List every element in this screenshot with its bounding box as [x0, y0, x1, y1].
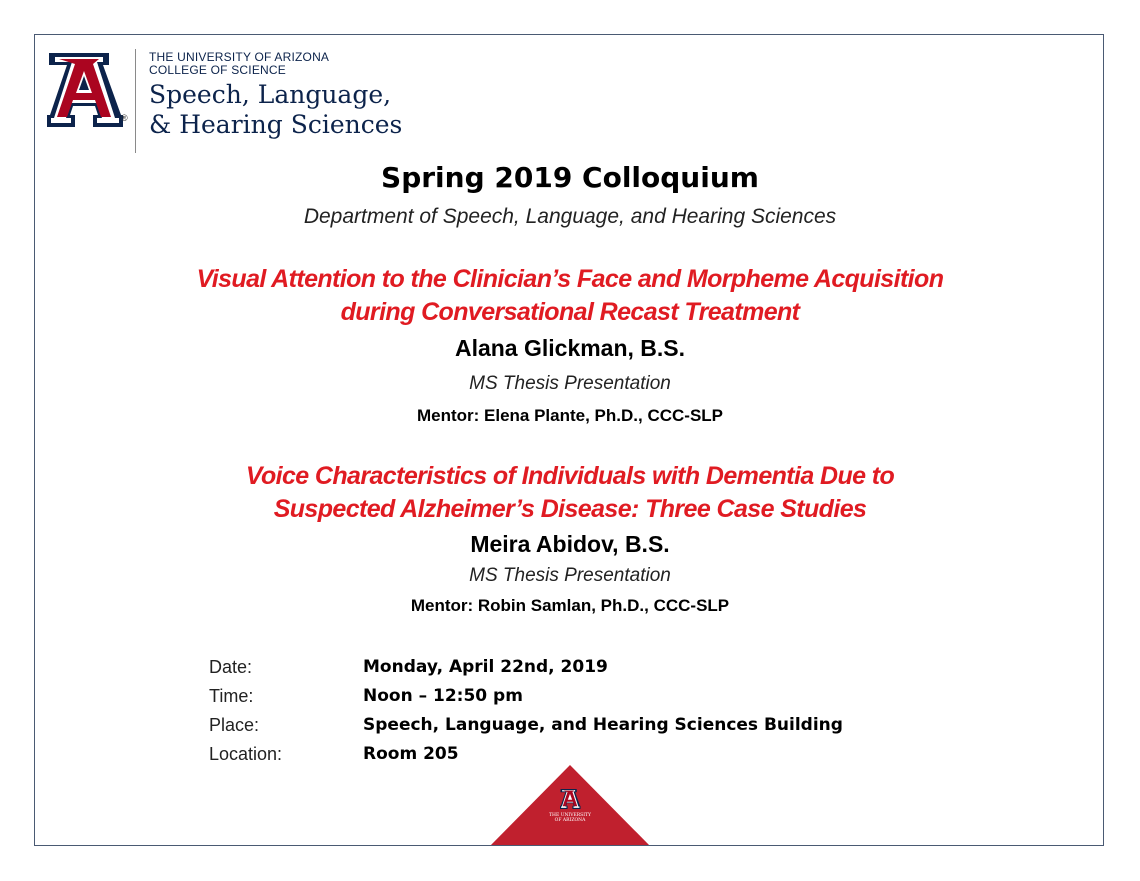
page-title: Spring 2019 Colloquium	[381, 161, 759, 194]
presentation-type-1: MS Thesis Presentation	[469, 373, 671, 394]
mentor-1: Mentor: Elena Plante, Ph.D., CCC-SLP	[416, 406, 724, 425]
detail-label: Location:	[209, 744, 283, 764]
detail-label: Time:	[209, 686, 254, 706]
detail-label: Place:	[209, 715, 260, 735]
talk-title-1	[35, 263, 1104, 329]
detail-label: Date:	[209, 657, 253, 677]
detail-value: Speech, Language, and Hearing Sciences Building	[363, 715, 843, 735]
detail-row-place	[209, 715, 949, 744]
university-a-logo-icon	[47, 53, 123, 127]
presentation-type-2: MS Thesis Presentation	[469, 565, 671, 586]
logo-department-line2: & Hearing Sciences	[149, 110, 403, 139]
event-details	[209, 657, 949, 773]
department-wordmark	[149, 51, 402, 140]
talk-title-2-line2: Suspected Alzheimer’s Disease: Three Case Studies	[273, 495, 867, 523]
logo-college-name: COLLEGE OF SCIENCE	[149, 63, 286, 77]
detail-value: Monday, April 22nd, 2019	[363, 657, 608, 677]
talk-title-2	[35, 460, 1104, 526]
mentor-2: Mentor: Robin Samlan, Ph.D., CCC-SLP	[410, 596, 730, 615]
logo-department-line1: Speech, Language,	[149, 80, 392, 109]
logo-divider	[135, 49, 136, 153]
detail-value: Noon – 12:50 pm	[363, 686, 523, 706]
talk-title-1-line1: Visual Attention to the Clinician’s Face and Morpheme Acquisition	[196, 265, 944, 293]
detail-row-date	[209, 657, 949, 686]
speaker-name-1: Alana Glickman, B.S.	[454, 335, 686, 361]
detail-value: Room 205	[363, 744, 459, 764]
talk-title-1-line2: during Conversational Recast Treatment	[340, 298, 800, 326]
footer-triangle-logo	[489, 765, 651, 846]
talk-title-2-line1: Voice Characteristics of Individuals with Dementia Due to	[245, 462, 895, 490]
flyer-page	[34, 34, 1104, 846]
department-subtitle: Department of Speech, Language, and Hearing Sciences	[303, 205, 837, 228]
detail-row-time	[209, 686, 949, 715]
registered-mark: ®	[121, 113, 128, 123]
logo-university-name: THE UNIVERSITY OF ARIZONA	[149, 50, 330, 64]
footer-logo-line1: THE UNIVERSITY	[549, 813, 591, 818]
speaker-name-2: Meira Abidov, B.S.	[470, 531, 670, 557]
footer-logo-line2: OF ARIZONA	[554, 818, 586, 823]
